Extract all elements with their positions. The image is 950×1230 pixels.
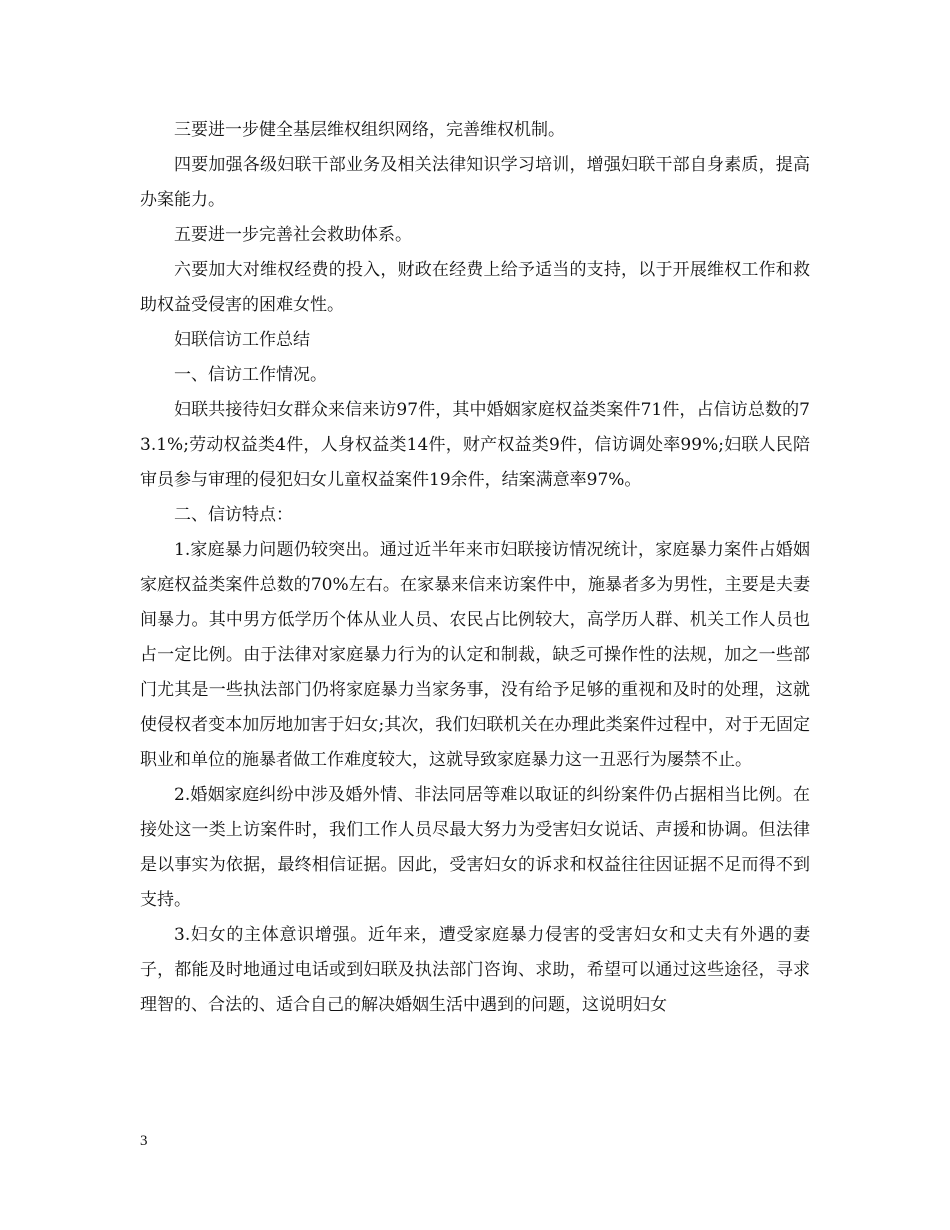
document-body	[140, 113, 810, 1023]
section-title: 妇联信访工作总结	[174, 330, 310, 350]
paragraph: 1.家庭暴力问题仍较突出。通过近半年来市妇联接访情况统计，家庭暴力案件占婚姻家庭权益类案件总数的70%左右。在家暴来信来访案件中，施暴者多为男性，主要是夫妻间暴力。其中男方低学历个体从业人员、农民占比例较大，高学历人群、机关工作人员也占一定比例。由于法律对家庭暴力行为的认定和制裁，缺乏可操作性的法规，加之一些部门尤其是一些执法部门仍将家庭暴力当家务事，没有给予足够的重视和及时的处理，这就使侵权者变本加厉地加害于妇女;其次，我们妇联机关在办理此类案件过程中，对于无固定职业和单位的施暴者做工作难度较大，这就导致家庭暴力这一丑恶行为屡禁不止。	[140, 540, 810, 770]
paragraph: 3.妇女的主体意识增强。近年来，遭受家庭暴力侵害的受害妇女和丈夫有外遇的妻子，都能及时地通过电话或到妇联及执法部门咨询、求助，希望可以通过这些途径，寻求理智的、合法的、适合自己的解决婚姻生活中遇到的问题，这说明妇女	[140, 925, 810, 1015]
page-number: 3	[140, 1133, 148, 1149]
paragraph: 2.婚姻家庭纠纷中涉及婚外情、非法同居等难以取证的纠纷案件仍占据相当比例。在接处这一类上访案件时，我们工作人员尽最大努力为受害妇女说话、声援和协调。但法律是以事实为依据，最终相信证据。因此，受害妇女的诉求和权益往往因证据不足而得不到支持。	[140, 785, 810, 910]
paragraph: 三要进一步健全基层维权组织网络，完善维权机制。	[174, 120, 565, 140]
paragraph: 六要加大对维权经费的投入，财政在经费上给予适当的支持，以于开展维权工作和救助权益受侵害的困难女性。	[140, 260, 810, 315]
paragraph: 四要加强各级妇联干部业务及相关法律知识学习培训，增强妇联干部自身素质，提高办案能力。	[140, 155, 810, 210]
paragraph: 妇联共接待妇女群众来信来访97件，其中婚姻家庭权益类案件71件，占信访总数的73.1%;劳动权益类4件，人身权益类14件，财产权益类9件，信访调处率99%;妇联人民陪审员参与审理的侵犯妇女儿童权益案件19余件，结案满意率97%。	[140, 400, 810, 490]
paragraph: 五要进一步完善社会救助体系。	[174, 225, 412, 245]
section-heading: 一、信访工作情况。	[174, 365, 327, 385]
section-heading: 二、信访特点：	[174, 505, 293, 525]
